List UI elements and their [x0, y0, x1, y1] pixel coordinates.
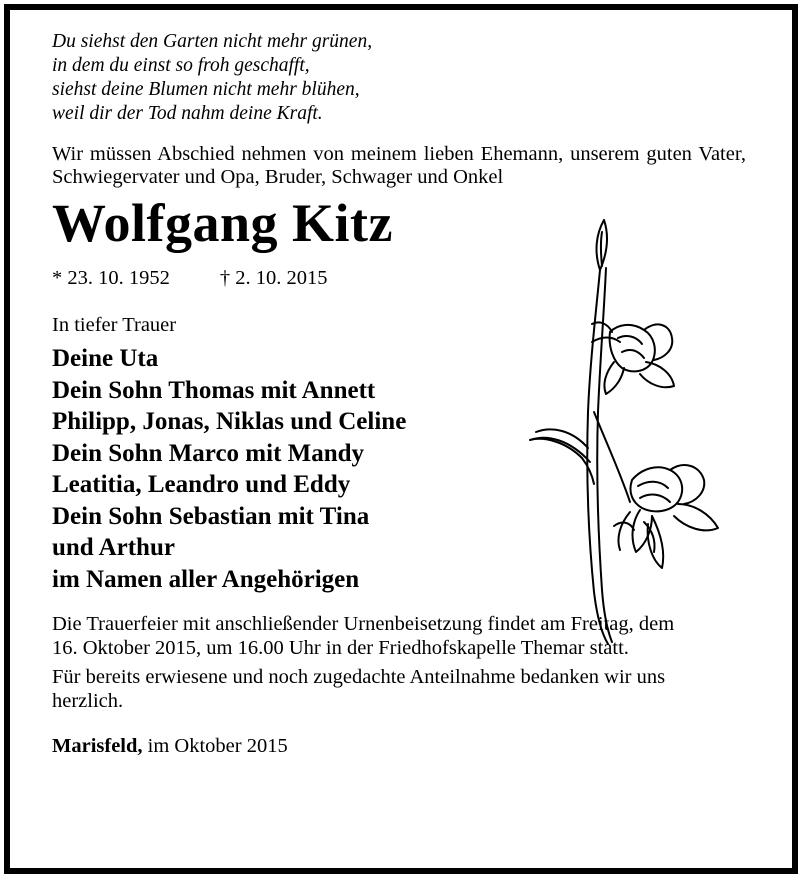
mourner-line: im Namen aller Angehörigen: [52, 565, 360, 593]
intro-text: Wir müssen Abschied nehmen von meinem lieben Ehemann, unserem guten Vater, Schwiegervater und Opa, Bruder, Schwager und Onkel: [52, 143, 746, 188]
place-date: [52, 735, 752, 758]
deceased-name: Wolfgang Kitz: [52, 193, 393, 253]
mourner-line: Dein Sohn Thomas mit Annett: [52, 376, 376, 404]
mourner-line: Deine Uta: [52, 345, 159, 372]
birth-date: * 23. 10. 1952: [52, 267, 170, 289]
poem-line: siehst deine Blumen nicht mehr blühen,: [52, 79, 360, 100]
poem-line: Du siehst den Garten nicht mehr grünen,: [52, 31, 373, 52]
poem: [52, 30, 752, 126]
place-date-text: im Oktober 2015: [142, 735, 288, 757]
thanks-text: Für bereits erwiesene und noch zugedachte Anteilnahme bedanken wir uns herzlich.: [52, 666, 666, 712]
death-date: † 2. 10. 2015: [219, 267, 328, 289]
iris-flower-icon: [522, 212, 732, 652]
poem-line: weil dir der Tod nahm deine Kraft.: [52, 103, 323, 124]
mourner-line: Leatitia, Leandro und Eddy: [52, 471, 351, 498]
place-name: Marisfeld,: [52, 735, 143, 757]
mourning-label: In tiefer Trauer: [52, 314, 177, 336]
mourner-line: Philipp, Jonas, Niklas und Celine: [52, 408, 407, 435]
ceremony-info: Die Trauerfeier mit anschließender Urnenbeisetzung findet am Freitag, dem 16. Oktober 2015, um 16.00 Uhr in der Friedhofskapelle Themar statt.: [52, 613, 675, 659]
mourner-line: und Arthur: [52, 534, 175, 561]
mourner-line: Dein Sohn Sebastian mit Tina: [52, 502, 370, 530]
poem-line: in dem du einst so froh geschafft,: [52, 55, 310, 76]
mourner-line: Dein Sohn Marco mit Mandy: [52, 439, 365, 467]
